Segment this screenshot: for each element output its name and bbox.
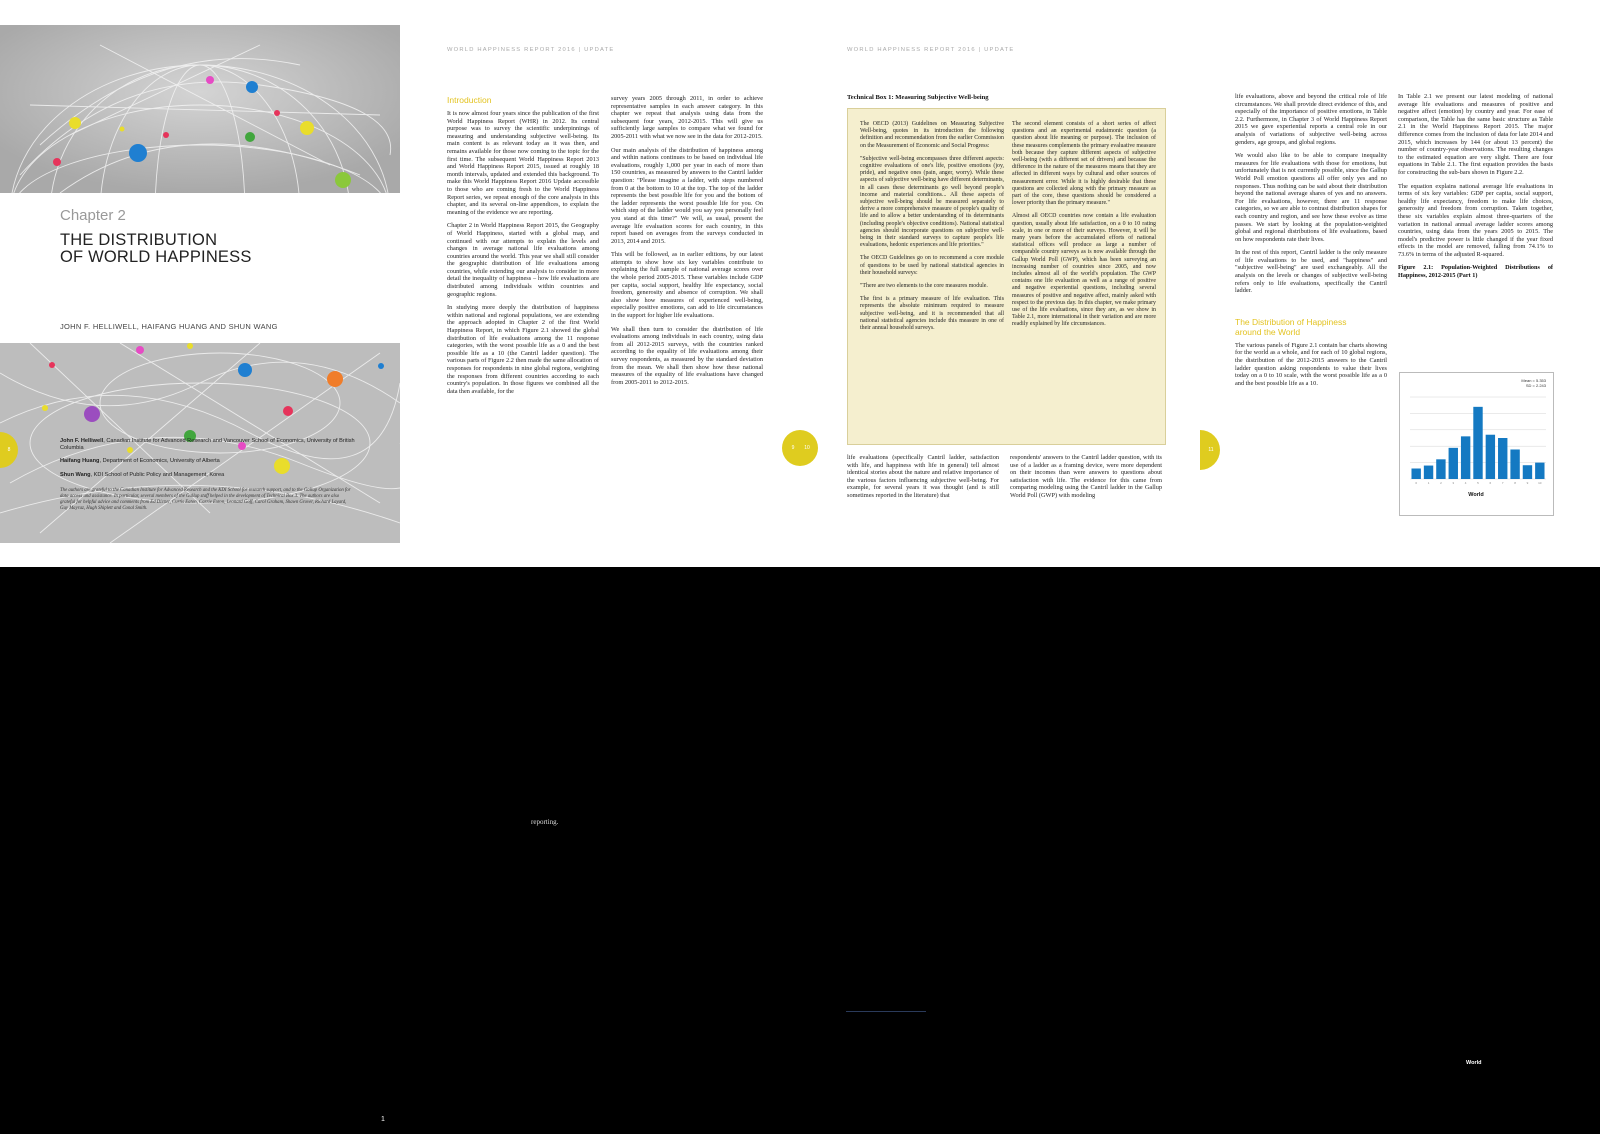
chapter-title-line1: THE DISTRIBUTION: [60, 231, 218, 249]
text-column-1: [447, 95, 599, 401]
text-column-2: [1010, 454, 1162, 506]
legend-mean: Mean = 5.353: [1521, 378, 1546, 383]
x-tick-label: 10: [1538, 481, 1542, 485]
affiliation-name: Shun Wang: [60, 472, 91, 478]
x-tick-label: 7: [1501, 481, 1504, 485]
affiliation-name: Haifang Huang: [60, 458, 100, 464]
chapter-title: [60, 232, 252, 266]
paragraph: The OECD Guidelines go on to recommend a core module of questions to be used by national statistical agencies in their household surveys:: [860, 255, 1004, 276]
chart-bar-1: [1424, 466, 1433, 479]
paragraph: In the rest of this report, Cantril ladder is the only measure of life evaluations to be used, and "happiness" and "subjective well-being" are used exchangeably. All the analysis on the levels or changes of subjective well-being refers only to life evaluations, specifically the Cantril ladder.: [1235, 249, 1387, 295]
x-tick-label: 5: [1477, 481, 1479, 485]
chart-bar-8: [1510, 449, 1519, 479]
affiliation-2: [60, 458, 360, 465]
paragraph: "There are two elements to the core measures module.: [860, 283, 988, 290]
affiliation-1: [60, 438, 360, 452]
chart-bar-9: [1523, 465, 1532, 479]
page-number: 10: [804, 445, 810, 451]
paragraph: Chapter 2 in World Happiness Report 2015, the Geography of World Happiness, started with a global map, and continued with our attempts to explain the levels and changes in average national life evaluations among countries around the world. This year we shall still consider the geographic distribution of life evaluations among countries, while extending our analysis to consider in more detail the inequality of happiness – how life evaluations are distributed among individuals within countries and geographic regions.: [447, 222, 599, 298]
page-number: 11: [1208, 447, 1214, 453]
paragraph: In studying more deeply the distribution of happiness within national and regional populations, we are extending the approach adopted in Chapter 2 of the first World Happiness Report, in which Figure 2.1 showed the global distribution of life evaluations among the 11 response categories, with the worst possible life as a 0 and the best possible life as a 10 (the Cantril ladder question). The various parts of Figure 2.2 then made the same allocation of responses for respondents in nine global regions, weighting the responses from different countries according to each country's population. In those figures we combined all the data then available, for the: [447, 304, 599, 395]
page-number-badge: [782, 430, 800, 466]
chapter-title-line2: OF WORLD HAPPINESS: [60, 248, 252, 266]
text-column-2: [611, 95, 763, 392]
box-column-1: [860, 121, 1004, 338]
running-head: WORLD HAPPINESS REPORT 2016 | UPDATE: [847, 47, 1015, 53]
affiliation-text: , KDI School of Public Policy and Management, Korea: [90, 472, 225, 478]
paragraph: The first is a primary measure of life evaluation. This represents the absolute minimum required to measure subjective well-being, and it is recommended that all national statistical agencies include this measure in one of their annual household surveys.: [860, 296, 1004, 332]
paragraph: We shall then turn to consider the distribution of life evaluations among individuals in each country, using data from all 2012-2015 surveys, with the countries ranked according to the equality of life evaluations among their survey respondents, as measured by the standard deviation from the mean. We shall then show how these national measures of the equality of life evaluations have changed from 2005-2011 to 2012-2015.: [611, 325, 763, 386]
paragraph: life evaluations (specifically Cantril ladder, satisfaction with life, and happiness with life in general) tell almost identical stories about the nature and relative importance of the various factors influencing subjective well-being. For example, for several years it was thought (and is still sometimes reported in the literature) that: [847, 454, 999, 499]
x-tick-label: 0: [1415, 481, 1418, 485]
section-heading-line2: around the World: [1235, 326, 1301, 337]
text-column-1: [847, 454, 999, 506]
page-number-badge: [1200, 430, 1220, 470]
stray-text-reporting: reporting.: [531, 818, 559, 826]
affiliation-text: , Canadian Institute for Advanced Research and Vancouver School of Economics, University of British Columbia: [60, 438, 355, 451]
text-column-2: [1398, 93, 1553, 285]
figure-caption: Figure 2.1: Population-Weighted Distributions of Happiness, 2012-2015 (Part 1): [1398, 264, 1553, 279]
box-title-wrap: [847, 94, 1147, 102]
chapter-cover-page: [0, 0, 400, 567]
chart-bar-10: [1535, 463, 1544, 479]
chart-svg: [1400, 373, 1553, 515]
page-number-badge: [800, 430, 818, 466]
paragraph: The various panels of Figure 2.1 contain bar charts showing for the world as a whole, and for each of 10 global regions, the distribution of the 2012-2015 answers to the Cantril ladder question asking respondents to value their lives today on a 0 to 10 scale, with the worst possible life as a 0 and the best possible life as a 10.: [1235, 341, 1387, 387]
paragraph: The equation explains national average life evaluations in terms of six key variables: GDP per capita, social support, healthy life expectancy, freedom to make life choices, generosity and freedom from corruption. Taken together, these six variables explain almost three-quarters of the variation in national annual average ladder scores among countries, using data from the years 2005 to 2015. The model's predictive power is little changed if the year fixed effects in the model are removed, falling from 74.1% to 73.6% in terms of the adjusted R-squared.: [1398, 182, 1553, 258]
x-tick-label: 1: [1427, 481, 1430, 485]
x-tick-label: 8: [1514, 481, 1516, 485]
technical-box: [847, 108, 1166, 445]
chart-bar-2: [1436, 459, 1445, 479]
cover-authors: JOHN F. HELLIWELL, HAIFANG HUANG AND SHUN WANG: [60, 322, 278, 331]
section-heading-line1: The Distribution of Happiness: [1235, 316, 1347, 327]
stray-text-world: World: [1466, 1060, 1482, 1066]
paragraph: Our main analysis of the distribution of happiness among and within nations continues to be based on individual life evaluations, roughly 1,000 per year in each of more than 150 countries, as measured by answers to the Cantril ladder question: "Please imagine a ladder, with steps numbered from 0 at the bottom to 10 at the top. The top of the ladder represents the best possible life for you and the bottom of the ladder represents the worst possible life for you. On which step of the ladder would you say you personally feel you stand at this time?" We will, as usual, present the average life evaluation scores for each country, in this report based on averages from the surveys conducted in 2013, 2014 and 2015.: [611, 146, 763, 245]
paragraph: The OECD (2013) Guidelines on Measuring Subjective Well-being, quotes in its introduction the following definition and recommendation from the earlier Commission on the Measurement of Economic and Social Progress:: [860, 121, 1004, 149]
paragraph: Almost all OECD countries now contain a life evaluation question, usually about life satisfaction, on a 0 to 10 rating scale, in one or more of their surveys. However, it will be many years before the accumulated efforts of national statistical offices will produce as large a number of comparable country surveys as is now available through the Gallup World Poll (GWP), which has been surveying an increasing number of countries since 2005, and now includes almost all of the world's population. The GWP contains one life evaluation as well as a range of positive and negative experiential questions, including several measures of positive and negative affect, mainly asked with respect to the previous day. In this chapter, we make primary use of the life evaluations, since they are, as we show in Table 2.1, more international in their variation and are more readily explained by life circumstances.: [1012, 213, 1156, 328]
x-tick-label: 4: [1464, 481, 1467, 485]
chart-bar-5: [1473, 407, 1482, 479]
paragraph: This will be followed, as in earlier editions, by our latest attempts to show how six key variables contribute to explaining the full sample of national average scores over the whole period 2005-2015. These variables include GDP per capita, social support, healthy life expectancy, social freedom, generosity and absence of corruption. We shall also show how measures of experienced well-being, especially positive emotions, can add to life circumstances in the support for higher life evaluations.: [611, 251, 763, 320]
paragraph: survey years 2005 through 2011, in order to achieve representative samples in each answer category. In this chapter we repeat that analysis using data from the subsequent four years, 2012-2015. This will give us sufficiently large samples to compare what we found for 2005-2011 with what we now see in the data for 2012-2015.: [611, 95, 763, 140]
text-column-1: [1235, 93, 1387, 393]
world-happiness-chart: [1399, 372, 1554, 516]
technical-box-title: Technical Box 1: Measuring Subjective Well-being: [847, 94, 989, 101]
paragraph: In Table 2.1 we present our latest modeling of national average life evaluations and measures of positive and negative affect (emotion) by country and year. For ease of comparison, the Table has the same basic structure as Table 2.1 in the World Happiness Report 2015. The major difference comes from the inclusion of data for late 2014 and 2015, which increases by 144 (or about 13 percent) the number of country-year observations. The resulting changes to the estimated equation are very slight. There are four equations in Table 2.1. The first equation provides the basis for constructing the sub-bars shown in Figure 2.2.: [1398, 93, 1553, 176]
x-tick-label: 6: [1489, 481, 1492, 485]
chart-title: World: [1468, 492, 1484, 498]
footnote-rule: [846, 1011, 926, 1012]
introduction-page: [400, 0, 800, 567]
page-number: 9: [791, 445, 795, 451]
chapter-label: Chapter 2: [60, 207, 126, 224]
section-heading: Introduction: [447, 95, 492, 105]
paragraph: "Subjective well-being encompasses three different aspects: cognitive evaluations of one's life, positive emotions (joy, pride), and negative ones (pain, anger, worry). While these aspects of subjective well-being have different determinants, in all cases these determinants go well beyond people's income and material conditions... All these aspects of subjective well-being should be measured separately to derive a more comprehensive measure of people's quality of life and to allow a better understanding of its determinants (including people's objective conditions). National statistical agencies should incorporate questions on subjective well-being in their standard surveys to capture people's life evaluations, hedonic experiences and life priorities.": [860, 155, 1004, 249]
paragraph: life evaluations, above and beyond the critical role of life circumstances. We shall provide direct evidence of this, and especially of the importance of positive emotions, in Table 2.2. Furthermore, in Chapter 3 of World Happiness Report 2015 we gave experiential reports a central role in our analysis of variations of subjective well-being across genders, age groups, and global regions.: [1235, 93, 1387, 146]
affiliation-3: [60, 472, 360, 479]
chart-bar-6: [1486, 435, 1495, 479]
paragraph: respondents' answers to the Cantril ladder question, with its use of a ladder as a framing device, were more dependent on their incomes than were answers to questions about satisfaction with life. The evidence for this came from comparing modeling using the Cantril ladder in the Gallup World Poll (GWP) with modeling: [1010, 454, 1162, 499]
affiliation-text: , Department of Economics, University of Alberta: [99, 458, 220, 464]
section-heading: [1235, 317, 1387, 337]
globe-illustration-top: [0, 25, 400, 193]
page-number: 8: [7, 447, 11, 453]
paragraph: We would also like to be able to compare inequality measures for life evaluations with those for emotions, but unfortunately that is not currently possible, since the Gallup World Poll emotion questions all offer only yes and no responses. Thus nothing can be said about their distribution beyond the national average shares of yes and no answers. For life evaluations, however, there are 11 response categories, so we are able to contrast distribution shapes for each country and region, and see how these evolve as time passes. We start by looking at the population-weighted global and regional distributions of life evaluations, based on how respondents rate their lives.: [1235, 152, 1387, 243]
chart-bar-4: [1461, 436, 1470, 479]
x-tick-label: 2: [1440, 481, 1442, 485]
affiliation-name: John F. Helliwell: [60, 438, 104, 444]
box-column-2: [1012, 121, 1156, 335]
chart-bar-0: [1411, 469, 1420, 479]
x-tick-label: 3: [1452, 481, 1455, 485]
running-head: WORLD HAPPINESS REPORT 2016 | UPDATE: [447, 47, 615, 53]
paragraph: The second element consists of a short series of affect questions and an experimental eudaimonic question (a question about life meaning or purpose). The inclusion of these measures complements the primary evaluative measure both because they capture different aspects of subjective well-being (with a different set of drivers) and because the difference in the nature of the measures means that they are affected in different ways by cultural and other sources of measurement error. While it is highly desirable that these questions are collected along with the primary measure as part of the core, these questions should be considered a lower priority than the primary measure.": [1012, 121, 1156, 207]
chart-bar-7: [1498, 438, 1507, 479]
chart-bar-3: [1449, 448, 1458, 479]
acknowledgement: The authors are grateful to the Canadian Institute for Advanced Research and the KDI School for research support, and to the Gallup Organization for data access and assistance. In particular, several members of the Gallup staff helped in the development of Technical Box 3. The authors are also grateful for helpful advice and comments from Ed Diener, Curtis Eaton, Carrie Exton, Leonard Goff, Carol Graham, Shawn Grover, Richard Layard, Guy Mayraz, Hugh Shiplett and Conal Smith.: [60, 488, 351, 511]
x-tick-label: 9: [1526, 481, 1529, 485]
paragraph: It is now almost four years since the publication of the first World Happiness Report (WHR) in 2012. Its central purpose was to survey the scientific underpinnings of measuring and understanding subjective well-being. Its main content is as relevant today as it was then, and remains available for those now coming to the topic for the first time. The subsequent World Happiness Report 2013 and World Happiness Report 2015, issued at roughly 18 month intervals, updated and extended this background. To make this World Happiness Report 2016 Update accessible to those who are coming fresh to the World Happiness Report series, we repeat enough of the core analysis in this chapter, and its several on-line appendices, to explain the meaning of the evidence we are reporting.: [447, 110, 599, 216]
page-number-bottom: 1: [381, 1116, 385, 1123]
legend-sd: SD = 2.243: [1525, 383, 1546, 388]
